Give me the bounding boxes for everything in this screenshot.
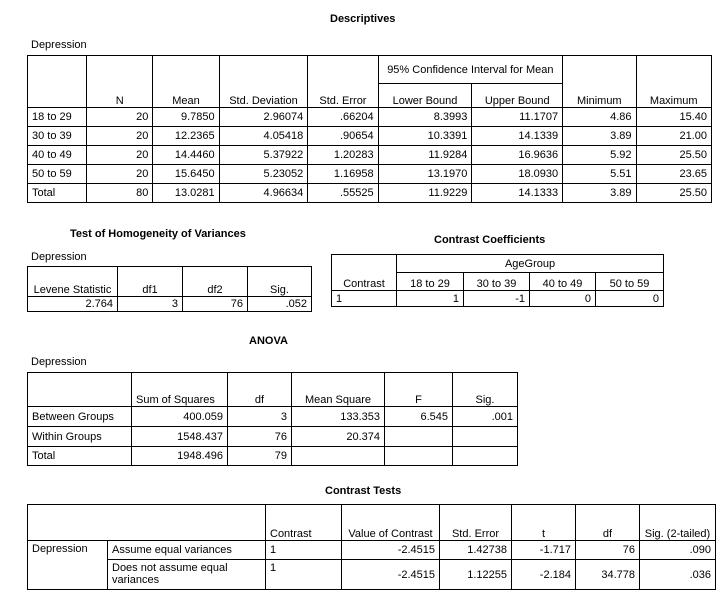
cell-sig <box>453 447 518 466</box>
cell-sig: .036 <box>640 560 716 590</box>
table-row <box>28 127 712 146</box>
col-header-mean: Mean <box>153 56 219 108</box>
col-header-sd: Std. Deviation <box>219 56 308 108</box>
col-header-n: N <box>87 56 153 108</box>
table-row <box>28 146 712 165</box>
cell-sd: 5.23052 <box>219 165 308 184</box>
homogeneity-header-row <box>28 267 312 297</box>
cell-min: 3.89 <box>563 184 636 203</box>
cell-max: 23.65 <box>636 165 712 184</box>
cell-sd: 2.96074 <box>219 108 308 127</box>
table-row <box>332 291 664 307</box>
cell-n: 20 <box>87 165 153 184</box>
table-row <box>28 297 312 312</box>
cell-df: 3 <box>228 407 292 427</box>
cell-n: 80 <box>87 184 153 203</box>
cell-upper: 18.0930 <box>472 165 563 184</box>
row-label: 50 to 59 <box>28 165 87 184</box>
row-label: Assume equal variances <box>108 541 266 560</box>
cell-df2: 76 <box>183 297 248 312</box>
cell-ss: 400.059 <box>132 407 228 427</box>
cell-t: -2.184 <box>512 560 576 590</box>
col-header-contrast: Contrast <box>266 505 342 541</box>
cell-se: 1.20283 <box>308 146 378 165</box>
row-dv-label: Depression <box>28 541 108 590</box>
cell-levene: 2.764 <box>28 297 118 312</box>
col-header-group: 30 to 39 <box>464 273 530 291</box>
col-header-df: df <box>228 373 292 407</box>
cell-min: 5.92 <box>563 146 636 165</box>
col-header-upper: Upper Bound <box>472 84 563 108</box>
cell-coef: -1 <box>464 291 530 307</box>
contrast-tests-header-row <box>28 505 716 541</box>
cell-max: 15.40 <box>636 108 712 127</box>
row-label: 1 <box>332 291 397 307</box>
cell-mean: 14.4460 <box>153 146 219 165</box>
contrast-tests-corner <box>28 505 266 541</box>
cell-lower: 8.3993 <box>378 108 472 127</box>
cell-mean: 15.6450 <box>153 165 219 184</box>
contrast-coef-header-row-1 <box>332 255 664 273</box>
col-header-sig: Sig. (2-tailed) <box>640 505 716 541</box>
cell-sig: .052 <box>248 297 312 312</box>
col-header-df1: df1 <box>118 267 183 297</box>
col-header-f: F <box>385 373 453 407</box>
cell-n: 20 <box>87 127 153 146</box>
col-header-ms: Mean Square <box>292 373 385 407</box>
homogeneity-table <box>27 266 312 312</box>
table-row <box>28 165 712 184</box>
cell-f: 6.545 <box>385 407 453 427</box>
row-label: Within Groups <box>28 427 132 447</box>
cell-se: 1.12255 <box>440 560 512 590</box>
col-header-lower: Lower Bound <box>378 84 472 108</box>
homogeneity-dv-label: Depression <box>31 251 87 263</box>
cell-mean: 13.0281 <box>153 184 219 203</box>
cell-lower: 10.3391 <box>378 127 472 146</box>
cell-max: 25.50 <box>636 146 712 165</box>
anova-title: ANOVA <box>249 335 288 347</box>
cell-value: -2.4515 <box>342 541 440 560</box>
col-header-se: Std. Error <box>308 56 378 108</box>
row-label: 18 to 29 <box>28 108 87 127</box>
table-row <box>28 447 518 466</box>
col-header-sig: Sig. <box>248 267 312 297</box>
table-row <box>28 560 716 590</box>
cell-upper: 14.1339 <box>472 127 563 146</box>
cell-sig <box>453 427 518 447</box>
table-row <box>28 407 518 427</box>
cell-coef: 0 <box>530 291 596 307</box>
anova-dv-label: Depression <box>31 356 87 368</box>
cell-n: 20 <box>87 146 153 165</box>
descriptives-dv-label: Depression <box>31 39 87 51</box>
col-header-max: Maximum <box>636 56 712 108</box>
cell-sd: 5.37922 <box>219 146 308 165</box>
cell-f <box>385 427 453 447</box>
cell-mean: 9.7850 <box>153 108 219 127</box>
cell-ms: 133.353 <box>292 407 385 427</box>
cell-min: 5.51 <box>563 165 636 184</box>
col-header-group: 18 to 29 <box>397 273 464 291</box>
col-header-sig: Sig. <box>453 373 518 407</box>
homogeneity-title: Test of Homogeneity of Variances <box>70 228 246 240</box>
anova-table <box>27 372 518 466</box>
col-header-contrast: Contrast <box>332 255 397 291</box>
cell-se: 1.16958 <box>308 165 378 184</box>
cell-sig: .090 <box>640 541 716 560</box>
row-label: Does not assume equal variances <box>108 560 266 590</box>
cell-lower: 13.1970 <box>378 165 472 184</box>
cell-value: -2.4515 <box>342 560 440 590</box>
cell-sd: 4.96634 <box>219 184 308 203</box>
cell-min: 3.89 <box>563 127 636 146</box>
descriptives-corner <box>28 56 87 108</box>
cell-df: 76 <box>228 427 292 447</box>
cell-se: .66204 <box>308 108 378 127</box>
cell-sig: .001 <box>453 407 518 427</box>
table-row <box>28 108 712 127</box>
cell-min: 4.86 <box>563 108 636 127</box>
contrast-coefficients-table <box>331 254 664 307</box>
cell-mean: 12.2365 <box>153 127 219 146</box>
anova-header-row <box>28 373 518 407</box>
cell-se: .90654 <box>308 127 378 146</box>
cell-ms <box>292 447 385 466</box>
contrast-tests-table <box>27 504 716 590</box>
anova-corner <box>28 373 132 407</box>
descriptives-header-row-1 <box>28 56 712 84</box>
cell-contrast: 1 <box>266 560 342 590</box>
table-row <box>28 427 518 447</box>
contrast-tests-title: Contrast Tests <box>325 485 402 497</box>
cell-df: 79 <box>228 447 292 466</box>
col-header-ci: 95% Confidence Interval for Mean <box>378 56 563 84</box>
cell-coef: 1 <box>397 291 464 307</box>
table-row <box>28 184 712 203</box>
col-header-ss: Sum of Squares <box>132 373 228 407</box>
cell-max: 25.50 <box>636 184 712 203</box>
col-header-group: 40 to 49 <box>530 273 596 291</box>
cell-max: 21.00 <box>636 127 712 146</box>
cell-n: 20 <box>87 108 153 127</box>
cell-ms: 20.374 <box>292 427 385 447</box>
col-header-levene: Levene Statistic <box>28 267 118 297</box>
col-header-group: 50 to 59 <box>596 273 664 291</box>
cell-lower: 11.9229 <box>378 184 472 203</box>
cell-coef: 0 <box>596 291 664 307</box>
cell-se: 1.42738 <box>440 541 512 560</box>
col-header-value: Value of Contrast <box>342 505 440 541</box>
cell-contrast: 1 <box>266 541 342 560</box>
table-row <box>28 541 716 560</box>
col-header-se: Std. Error <box>440 505 512 541</box>
col-header-agegroup: AgeGroup <box>397 255 664 273</box>
cell-upper: 11.1707 <box>472 108 563 127</box>
descriptives-table <box>27 55 712 203</box>
row-label: 40 to 49 <box>28 146 87 165</box>
cell-sd: 4.05418 <box>219 127 308 146</box>
col-header-min: Minimum <box>563 56 636 108</box>
col-header-t: t <box>512 505 576 541</box>
contrast-coefficients-title: Contrast Coefficients <box>434 234 546 246</box>
cell-df1: 3 <box>118 297 183 312</box>
cell-f <box>385 447 453 466</box>
cell-ss: 1948.496 <box>132 447 228 466</box>
row-label: Total <box>28 447 132 466</box>
row-label: Between Groups <box>28 407 132 427</box>
cell-upper: 14.1333 <box>472 184 563 203</box>
cell-upper: 16.9636 <box>472 146 563 165</box>
cell-df: 34.778 <box>576 560 640 590</box>
cell-ss: 1548.437 <box>132 427 228 447</box>
cell-t: -1.717 <box>512 541 576 560</box>
col-header-df2: df2 <box>183 267 248 297</box>
row-label: 30 to 39 <box>28 127 87 146</box>
cell-df: 76 <box>576 541 640 560</box>
descriptives-title: Descriptives <box>330 13 396 25</box>
cell-se: .55525 <box>308 184 378 203</box>
col-header-df: df <box>576 505 640 541</box>
row-label: Total <box>28 184 87 203</box>
cell-lower: 11.9284 <box>378 146 472 165</box>
